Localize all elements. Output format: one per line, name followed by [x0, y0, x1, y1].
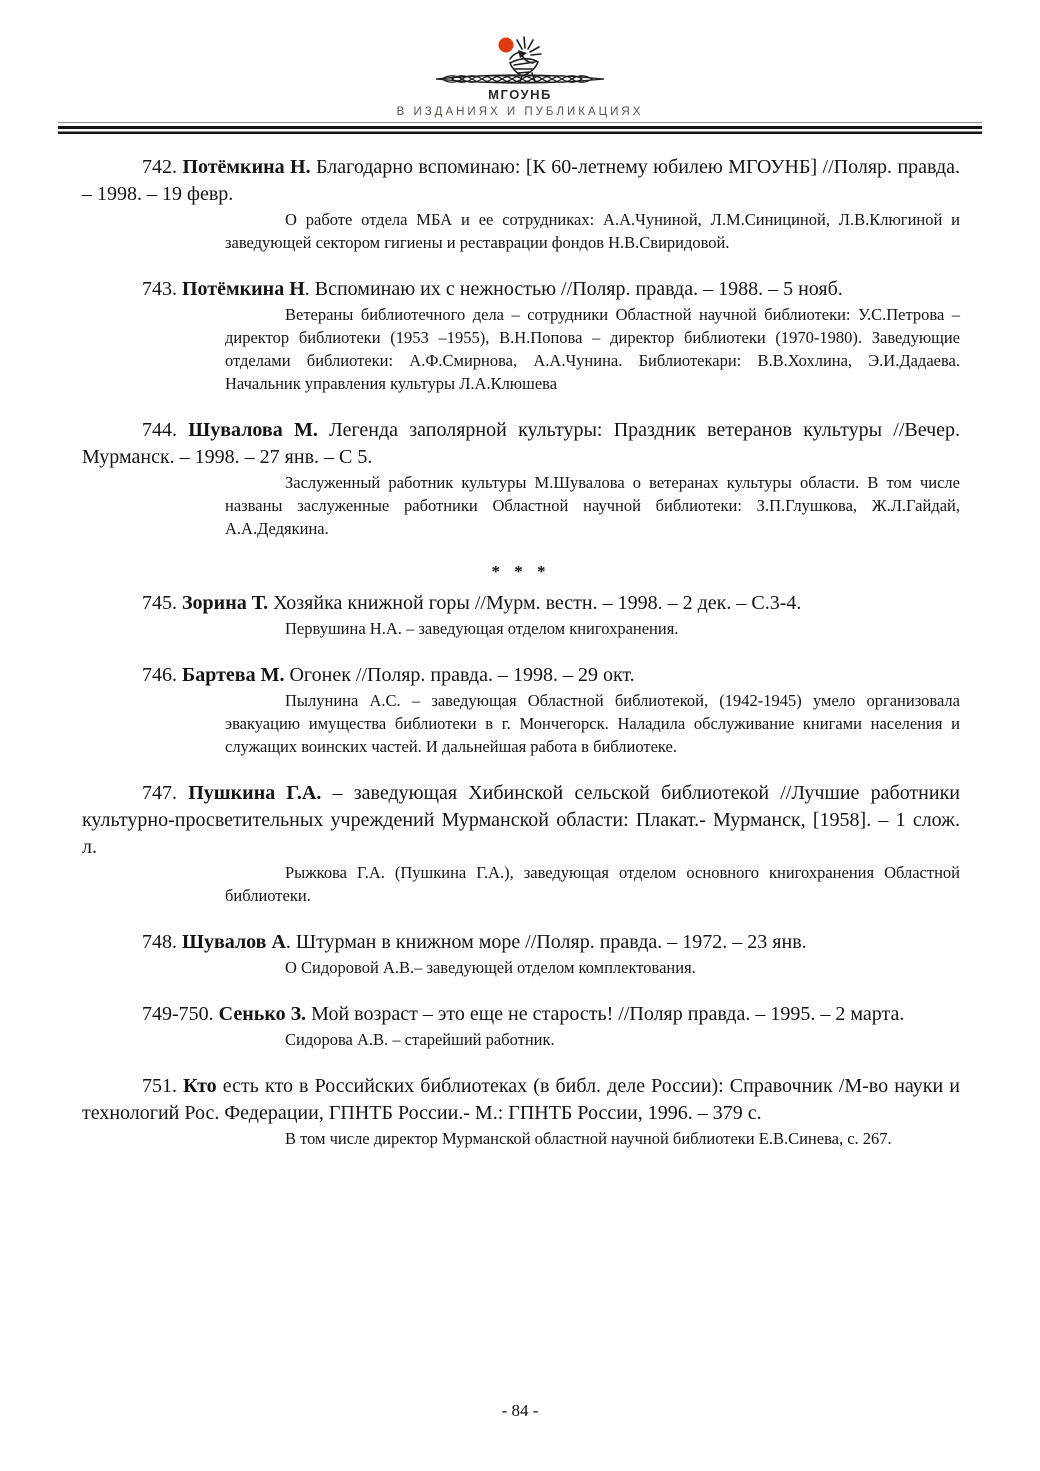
page-number: - 84 -: [501, 1401, 539, 1420]
entry-annotation: Пылунина А.С. – заведующая Областной библиотекой, (1942-1945) умело организовала эвакуацию имущества библиотеки в г. Мончегорск. Наладила обслуживание книгами населения и служащих воинских частей. И дальнейшая работа в библиотеке.: [225, 691, 960, 756]
entry-annotation: Сидорова А.В. – старейший работник.: [285, 1030, 555, 1049]
bibliography-list: [0, 134, 1040, 1401]
entry-number: 751.: [142, 1075, 177, 1097]
entry-number: 748.: [142, 931, 177, 953]
entry-745: [82, 590, 960, 640]
entry-744: [82, 417, 960, 540]
entry-title: . Штурман в книжном море //Поляр. правда. – 1972. – 23 янв.: [285, 931, 807, 953]
entry-headline: [82, 1001, 960, 1028]
entry-number: 746.: [142, 664, 177, 686]
page-header: [0, 0, 1040, 134]
entry-author: Зорина Т.: [182, 592, 269, 614]
entry-number: 749-750.: [142, 1003, 214, 1025]
entry-headline: [82, 590, 960, 617]
entry-number: 744.: [142, 419, 177, 441]
double-rule: [58, 126, 982, 134]
entry-title: Мой возраст – это еще не старость! //Поляр правда. – 1995. – 2 марта.: [311, 1003, 905, 1025]
entry-author: Сенько З.: [218, 1003, 307, 1025]
entry-title: – заведующая Хибинской сельской библиотекой //Лучшие работники культурно-просветительных учреждений Мурманской области: Плакат.- Мурманск, [1958]. – 1 слож. л.: [82, 782, 960, 858]
entry-number: 745.: [142, 592, 177, 614]
entry-annotation: О Сидоровой А.В.– заведующей отделом комплектования.: [285, 958, 696, 977]
entry-annotation: Первушина Н.А. – заведующая отделом книгохранения.: [285, 619, 679, 638]
entry-748: [82, 929, 960, 979]
entry-number: 742.: [142, 156, 177, 178]
entry-headline: [82, 1073, 960, 1127]
entry-annotation: Ветераны библиотечного дела – сотрудники Областной научной библиотеки: У.С.Петрова – директор библиотеки (1953 –1955), В.Н.Попова – директор библиотеки (1970-1980). Заведующие отделами библиотеки: А.Ф.Смирнова, А.А.Чунина. Библиотекари: В.В.Хохлина, Э.И.Дадаева. Начальник управления культуры Л.А.Клюшева: [225, 305, 960, 393]
entry-author: Кто: [183, 1075, 217, 1097]
entry-title: Огонек //Поляр. правда. – 1998. – 29 окт.: [289, 664, 635, 686]
entry-headline: [82, 662, 960, 689]
entry-author: Пушкина Г.А.: [188, 782, 322, 804]
entry-annotation: В том числе директор Мурманской областной научной библиотеки Е.В.Синева, с. 267.: [285, 1129, 892, 1148]
entry-title: Благодарно вспоминаю: [К 60-летнему юбилею МГОУНБ] //Поляр. правда. – 1998. – 19 февр.: [82, 156, 961, 205]
entry-annotation: О работе отдела МБА и ее сотрудниках: А.А.Чуниной, Л.М.Синициной, Л.В.Клюгиной и заведующей сектором гигиены и реставрации фондов Н.В.Свиридовой.: [225, 210, 960, 252]
entry-headline: [82, 276, 960, 303]
entry-annotation: Заслуженный работник культуры М.Шувалова о ветеранах культуры области. В том числе названы заслуженные работники Областной научной библиотеки: З.П.Глушкова, Ж.Л.Гайдай, А.А.Дедякина.: [225, 473, 960, 538]
entry-742: [82, 154, 960, 254]
entry-746: [82, 662, 960, 758]
entry-title: . Вспоминаю их с нежностью //Поляр. правда. – 1988. – 5 нояб.: [304, 278, 843, 300]
reindeer-sun-logo-icon: [434, 34, 606, 86]
logo-acronym: МГОУНБ: [488, 87, 552, 102]
entry-title: есть кто в Российских библиотеках (в библ. деле России): Справочник /М-во науки и технологий Рос. Федерации, ГПНТБ России.- М.: ГПНТБ России, 1996. – 379 с.: [82, 1075, 960, 1124]
entry-number: 743.: [142, 278, 177, 300]
entry-author: Шувалова М.: [188, 419, 318, 441]
entry-751: [82, 1073, 960, 1150]
entry-author: Бартева М.: [182, 664, 285, 686]
entry-title: Хозяйка книжной горы //Мурм. вестн. – 1998. – 2 дек. – С.3-4.: [273, 592, 802, 614]
entry-743: [82, 276, 960, 395]
entry-number: 747.: [142, 782, 177, 804]
section-separator: * * *: [491, 562, 551, 581]
entry-749-750: [82, 1001, 960, 1051]
entry-headline: [82, 154, 960, 208]
entry-author: Потёмкина Н: [182, 278, 305, 300]
entry-headline: [82, 929, 960, 956]
entry-title: Легенда заполярной культуры: Праздник ветеранов культуры //Вечер. Мурманск. – 1998. – 27 янв. – С 5.: [82, 419, 961, 468]
logo-subtitle: В ИЗДАНИЯХ И ПУБЛИКАЦИЯХ: [396, 106, 644, 118]
entry-headline: [82, 417, 960, 471]
thin-rule: [58, 122, 982, 123]
entry-author: Потёмкина Н.: [182, 156, 311, 178]
entry-author: Шувалов А: [182, 931, 286, 953]
entry-annotation: Рыжкова Г.А. (Пушкина Г.А.), заведующая отделом основного книгохранения Областной библиотеки.: [225, 863, 960, 905]
entry-headline: [82, 780, 960, 861]
entry-747: [82, 780, 960, 907]
